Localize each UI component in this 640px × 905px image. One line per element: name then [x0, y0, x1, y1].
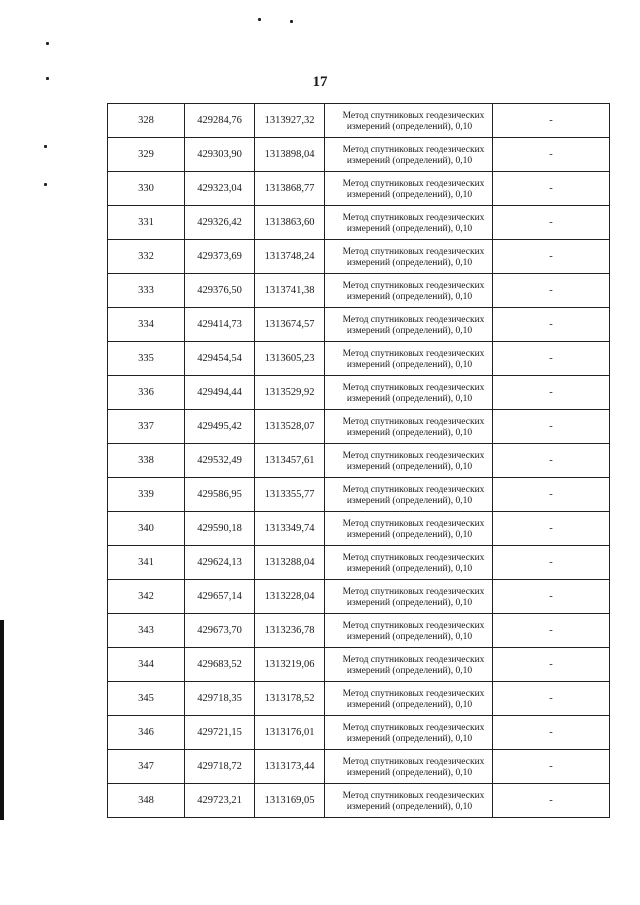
method-text-line2: измерений (определений), 0,10 — [346, 257, 473, 268]
table-row — [108, 614, 610, 648]
y-coordinate-cell: 1313173,44 — [255, 750, 325, 784]
table-row — [108, 648, 610, 682]
method-text-line2: измерений (определений), 0,10 — [346, 427, 473, 438]
extra-cell: - — [493, 784, 610, 818]
extra-cell: - — [493, 478, 610, 512]
y-coordinate-cell: 1313355,77 — [255, 478, 325, 512]
method-text-line1: Метод спутниковых геодезических — [342, 314, 485, 325]
point-number-cell: 334 — [108, 308, 185, 342]
point-number-cell: 339 — [108, 478, 185, 512]
x-coordinate-cell: 429532,49 — [185, 444, 255, 478]
table-row — [108, 410, 610, 444]
x-coordinate-cell: 429284,76 — [185, 104, 255, 138]
method-text-line2: измерений (определений), 0,10 — [346, 699, 473, 710]
method-text-line1: Метод спутниковых геодезических — [342, 280, 485, 291]
extra-cell: - — [493, 342, 610, 376]
x-coordinate-cell: 429586,95 — [185, 478, 255, 512]
y-coordinate-cell: 1313176,01 — [255, 716, 325, 750]
table-row — [108, 478, 610, 512]
method-cell — [325, 648, 493, 682]
extra-cell: - — [493, 410, 610, 444]
method-cell — [325, 750, 493, 784]
method-cell — [325, 478, 493, 512]
method-text-line1: Метод спутниковых геодезических — [342, 790, 485, 801]
x-coordinate-cell: 429376,50 — [185, 274, 255, 308]
extra-cell: - — [493, 512, 610, 546]
y-coordinate-cell: 1313178,52 — [255, 682, 325, 716]
method-cell — [325, 682, 493, 716]
x-coordinate-cell: 429326,42 — [185, 206, 255, 240]
x-coordinate-cell: 429373,69 — [185, 240, 255, 274]
table-row — [108, 138, 610, 172]
point-number-cell: 336 — [108, 376, 185, 410]
scan-mark — [258, 18, 261, 21]
table-row — [108, 512, 610, 546]
table-row — [108, 342, 610, 376]
method-text-line1: Метод спутниковых геодезических — [342, 654, 485, 665]
table-row — [108, 376, 610, 410]
point-number-cell: 341 — [108, 546, 185, 580]
y-coordinate-cell: 1313349,74 — [255, 512, 325, 546]
table-row — [108, 172, 610, 206]
x-coordinate-cell: 429494,44 — [185, 376, 255, 410]
y-coordinate-cell: 1313674,57 — [255, 308, 325, 342]
y-coordinate-cell: 1313457,61 — [255, 444, 325, 478]
method-text-line2: измерений (определений), 0,10 — [346, 325, 473, 336]
method-cell — [325, 784, 493, 818]
y-coordinate-cell: 1313228,04 — [255, 580, 325, 614]
point-number-cell: 342 — [108, 580, 185, 614]
scan-mark — [46, 42, 49, 45]
method-cell — [325, 274, 493, 308]
extra-cell: - — [493, 308, 610, 342]
point-number-cell: 333 — [108, 274, 185, 308]
point-number-cell: 346 — [108, 716, 185, 750]
method-cell — [325, 206, 493, 240]
point-number-cell: 348 — [108, 784, 185, 818]
coordinates-table-body — [108, 104, 610, 818]
x-coordinate-cell: 429673,70 — [185, 614, 255, 648]
y-coordinate-cell: 1313528,07 — [255, 410, 325, 444]
x-coordinate-cell: 429590,18 — [185, 512, 255, 546]
method-text-line2: измерений (определений), 0,10 — [346, 631, 473, 642]
table-row — [108, 206, 610, 240]
y-coordinate-cell: 1313288,04 — [255, 546, 325, 580]
x-coordinate-cell: 429723,21 — [185, 784, 255, 818]
method-text-line2: измерений (определений), 0,10 — [346, 461, 473, 472]
method-text-line2: измерений (определений), 0,10 — [346, 223, 473, 234]
method-text-line2: измерений (определений), 0,10 — [346, 291, 473, 302]
table-row — [108, 784, 610, 818]
x-coordinate-cell: 429721,15 — [185, 716, 255, 750]
method-text-line1: Метод спутниковых геодезических — [342, 688, 485, 699]
extra-cell: - — [493, 172, 610, 206]
table-row — [108, 750, 610, 784]
y-coordinate-cell: 1313236,78 — [255, 614, 325, 648]
table-row — [108, 716, 610, 750]
point-number-cell: 344 — [108, 648, 185, 682]
extra-cell: - — [493, 274, 610, 308]
method-text-line1: Метод спутниковых геодезических — [342, 552, 485, 563]
method-text-line1: Метод спутниковых геодезических — [342, 144, 485, 155]
method-text-line2: измерений (определений), 0,10 — [346, 733, 473, 744]
point-number-cell: 328 — [108, 104, 185, 138]
method-text-line2: измерений (определений), 0,10 — [346, 359, 473, 370]
method-cell — [325, 580, 493, 614]
method-cell — [325, 444, 493, 478]
method-text-line1: Метод спутниковых геодезических — [342, 450, 485, 461]
scan-edge — [0, 620, 4, 820]
method-text-line1: Метод спутниковых геодезических — [342, 484, 485, 495]
table-row — [108, 308, 610, 342]
x-coordinate-cell: 429303,90 — [185, 138, 255, 172]
method-text-line2: измерений (определений), 0,10 — [346, 563, 473, 574]
point-number-cell: 331 — [108, 206, 185, 240]
point-number-cell: 335 — [108, 342, 185, 376]
method-cell — [325, 138, 493, 172]
x-coordinate-cell: 429718,72 — [185, 750, 255, 784]
extra-cell: - — [493, 648, 610, 682]
method-cell — [325, 376, 493, 410]
method-text-line2: измерений (определений), 0,10 — [346, 495, 473, 506]
extra-cell: - — [493, 614, 610, 648]
extra-cell: - — [493, 240, 610, 274]
table-row — [108, 104, 610, 138]
x-coordinate-cell: 429414,73 — [185, 308, 255, 342]
y-coordinate-cell: 1313219,06 — [255, 648, 325, 682]
x-coordinate-cell: 429495,42 — [185, 410, 255, 444]
y-coordinate-cell: 1313605,23 — [255, 342, 325, 376]
point-number-cell: 343 — [108, 614, 185, 648]
method-cell — [325, 512, 493, 546]
extra-cell: - — [493, 580, 610, 614]
method-text-line2: измерений (определений), 0,10 — [346, 529, 473, 540]
method-text-line1: Метод спутниковых геодезических — [342, 246, 485, 257]
x-coordinate-cell: 429454,54 — [185, 342, 255, 376]
method-text-line2: измерений (определений), 0,10 — [346, 665, 473, 676]
method-text-line1: Метод спутниковых геодезических — [342, 518, 485, 529]
point-number-cell: 329 — [108, 138, 185, 172]
extra-cell: - — [493, 138, 610, 172]
y-coordinate-cell: 1313927,32 — [255, 104, 325, 138]
coordinates-table — [107, 103, 610, 818]
table-row — [108, 546, 610, 580]
x-coordinate-cell: 429657,14 — [185, 580, 255, 614]
method-text-line2: измерений (определений), 0,10 — [346, 189, 473, 200]
point-number-cell: 347 — [108, 750, 185, 784]
table-row — [108, 240, 610, 274]
method-cell — [325, 410, 493, 444]
y-coordinate-cell: 1313169,05 — [255, 784, 325, 818]
x-coordinate-cell: 429323,04 — [185, 172, 255, 206]
x-coordinate-cell: 429683,52 — [185, 648, 255, 682]
extra-cell: - — [493, 682, 610, 716]
table-row — [108, 274, 610, 308]
x-coordinate-cell: 429718,35 — [185, 682, 255, 716]
extra-cell: - — [493, 750, 610, 784]
extra-cell: - — [493, 104, 610, 138]
method-cell — [325, 546, 493, 580]
scan-mark — [290, 20, 293, 23]
y-coordinate-cell: 1313741,38 — [255, 274, 325, 308]
method-cell — [325, 342, 493, 376]
extra-cell: - — [493, 546, 610, 580]
page-number: 17 — [312, 74, 328, 90]
method-text-line2: измерений (определений), 0,10 — [346, 801, 473, 812]
method-text-line1: Метод спутниковых геодезических — [342, 110, 485, 121]
method-text-line1: Метод спутниковых геодезических — [342, 756, 485, 767]
method-text-line1: Метод спутниковых геодезических — [342, 722, 485, 733]
method-cell — [325, 614, 493, 648]
point-number-cell: 330 — [108, 172, 185, 206]
method-cell — [325, 308, 493, 342]
method-text-line2: измерений (определений), 0,10 — [346, 121, 473, 132]
extra-cell: - — [493, 716, 610, 750]
method-text-line1: Метод спутниковых геодезических — [342, 620, 485, 631]
method-cell — [325, 172, 493, 206]
method-text-line2: измерений (определений), 0,10 — [346, 155, 473, 166]
method-text-line1: Метод спутниковых геодезических — [342, 382, 485, 393]
point-number-cell: 345 — [108, 682, 185, 716]
table-row — [108, 682, 610, 716]
method-text-line1: Метод спутниковых геодезических — [342, 348, 485, 359]
method-text-line1: Метод спутниковых геодезических — [342, 212, 485, 223]
method-text-line2: измерений (определений), 0,10 — [346, 597, 473, 608]
method-cell — [325, 104, 493, 138]
point-number-cell: 337 — [108, 410, 185, 444]
method-text-line1: Метод спутниковых геодезических — [342, 178, 485, 189]
y-coordinate-cell: 1313529,92 — [255, 376, 325, 410]
y-coordinate-cell: 1313863,60 — [255, 206, 325, 240]
point-number-cell: 340 — [108, 512, 185, 546]
method-cell — [325, 716, 493, 750]
method-text-line2: измерений (определений), 0,10 — [346, 393, 473, 404]
x-coordinate-cell: 429624,13 — [185, 546, 255, 580]
point-number-cell: 332 — [108, 240, 185, 274]
y-coordinate-cell: 1313868,77 — [255, 172, 325, 206]
y-coordinate-cell: 1313748,24 — [255, 240, 325, 274]
scan-mark — [44, 183, 47, 186]
method-text-line1: Метод спутниковых геодезических — [342, 416, 485, 427]
table-row — [108, 444, 610, 478]
table-row — [108, 580, 610, 614]
point-number-cell: 338 — [108, 444, 185, 478]
method-text-line1: Метод спутниковых геодезических — [342, 586, 485, 597]
extra-cell: - — [493, 206, 610, 240]
extra-cell: - — [493, 444, 610, 478]
method-text-line2: измерений (определений), 0,10 — [346, 767, 473, 778]
method-cell — [325, 240, 493, 274]
y-coordinate-cell: 1313898,04 — [255, 138, 325, 172]
extra-cell: - — [493, 376, 610, 410]
scan-mark — [44, 145, 47, 148]
